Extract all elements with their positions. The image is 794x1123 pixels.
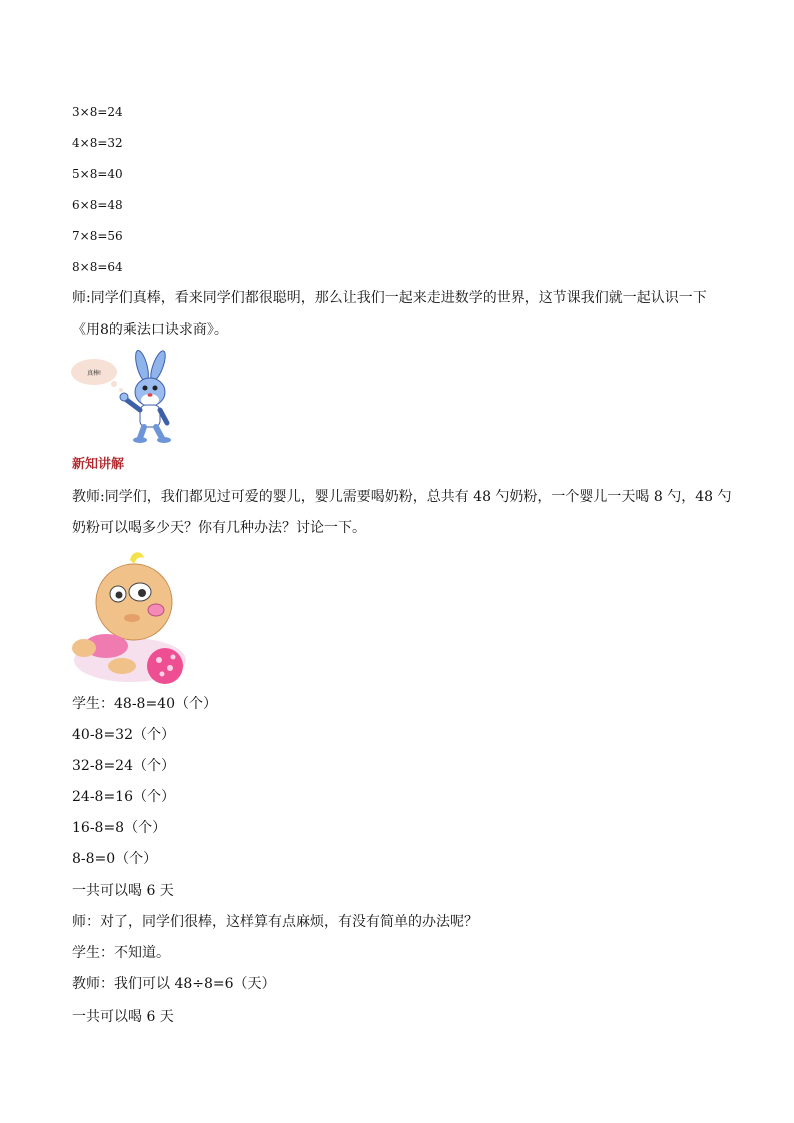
conclusion-2: 一共可以喝 6 天 xyxy=(72,1009,174,1025)
rabbit-illustration xyxy=(70,348,180,444)
conclusion-1: 一共可以喝 6 天 xyxy=(72,883,174,899)
teacher-line-3: 教师：我们可以 48÷8=6（天） xyxy=(72,976,276,992)
bubble-text: 真棒! xyxy=(87,371,101,377)
teacher-line-2: 师：对了，同学们很棒，这样算有点麻烦，有没有简单的办法呢？ xyxy=(72,914,478,930)
section-heading: 新知讲解 xyxy=(72,457,125,472)
student-line: 8-8=0（个） xyxy=(72,851,158,867)
student-line: 32-8=24（个） xyxy=(72,758,175,774)
table-line: 4×8=32 xyxy=(72,136,123,150)
student-line: 16-8=8（个） xyxy=(72,820,167,836)
student-line: 24-8=16（个） xyxy=(72,789,175,805)
intro-line-2: 《用8的乘法口诀求商》。 xyxy=(72,322,228,338)
table-line: 3×8=24 xyxy=(72,105,123,119)
student-line-2: 学生：不知道。 xyxy=(72,945,170,961)
student-line: 学生：48-8=40（个） xyxy=(72,696,217,712)
table-line: 7×8=56 xyxy=(72,229,123,243)
question-line-2: 奶粉可以喝多少天？你有几种办法？讨论一下。 xyxy=(72,520,366,536)
question-line-1: 教师:同学们，我们都见过可爱的婴儿，婴儿需要喝奶粉，总共有 48 勺奶粉，一个婴儿一天喝 8 勺，48 勺 xyxy=(72,489,732,505)
student-line: 40-8=32（个） xyxy=(72,727,175,743)
table-line: 8×8=64 xyxy=(72,260,123,274)
baby-illustration xyxy=(70,548,188,686)
table-line: 6×8=48 xyxy=(72,198,123,212)
intro-line-1: 师:同学们真棒，看来同学们都很聪明，那么让我们一起来走进数学的世界，这节课我们就一起认识一下 xyxy=(72,290,707,306)
table-line: 5×8=40 xyxy=(72,167,123,181)
